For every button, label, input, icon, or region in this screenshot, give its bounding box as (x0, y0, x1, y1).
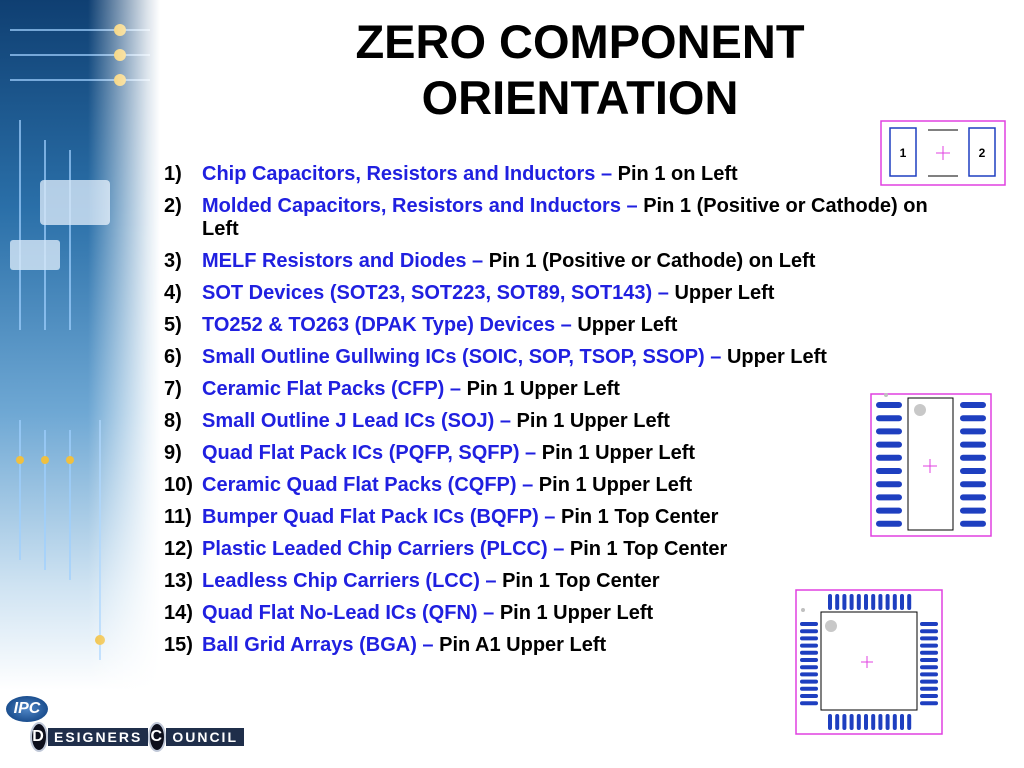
pin-orientation: Pin 1 on Left (617, 163, 738, 185)
component-type: Leadless Chip Carriers (LCC) – (202, 570, 497, 592)
soic-footprint-diagram (868, 390, 994, 540)
list-item (164, 282, 944, 305)
qfn-pad-top (871, 594, 875, 610)
item-number: 4) (164, 282, 182, 304)
qfn-pad-bottom (828, 714, 832, 730)
item-number: 3) (164, 250, 182, 272)
component-type: MELF Resistors and Diodes – (202, 250, 484, 272)
soic-pad-right (960, 455, 986, 461)
soic-pad-left (876, 402, 902, 408)
qfn-pad-top (850, 594, 854, 610)
dc-logo-c-circle: C (148, 722, 166, 752)
qfn-pad-left (800, 644, 818, 648)
soic-pin1-marker (914, 404, 926, 416)
qfn-pad-bottom (835, 714, 839, 730)
circuit-board-sidebar-image (0, 0, 160, 690)
pin-orientation: Upper Left (674, 282, 775, 304)
component-type: Small Outline Gullwing ICs (SOIC, SOP, TSOP, SSOP) – (202, 346, 722, 368)
pin-orientation: Pin 1 Upper Left (466, 378, 620, 400)
qfn-pad-bottom (842, 714, 846, 730)
qfn-pad-top (842, 594, 846, 610)
item-number: 8) (164, 410, 182, 432)
list-item (164, 163, 944, 186)
pin-orientation: Pin 1 Top Center (560, 506, 719, 528)
qfn-pad-right (920, 665, 938, 669)
qfn-pad-right (920, 622, 938, 626)
item-number: 12) (164, 538, 193, 560)
soic-pad-right (960, 415, 986, 421)
list-item (164, 410, 944, 433)
qfn-pad-left (800, 622, 818, 626)
soic-pad-left (876, 468, 902, 474)
pin-orientation: Pin 1 Top Center (569, 538, 728, 560)
qfn-origin-dot (801, 608, 805, 612)
item-number: 15) (164, 634, 193, 656)
item-number: 5) (164, 314, 182, 336)
item-number: 9) (164, 442, 182, 464)
qfn-pad-bottom (878, 714, 882, 730)
item-number: 7) (164, 378, 182, 400)
pin-orientation: Upper Left (577, 314, 678, 336)
qfn-pad-left (800, 694, 818, 698)
qfn-pad-left (800, 687, 818, 691)
qfn-pad-right (920, 644, 938, 648)
pin-orientation: Pin 1 (Positive or Cathode) on Left (488, 250, 816, 272)
component-type: Quad Flat Pack ICs (PQFP, SQFP) – (202, 442, 537, 464)
soic-pad-right (960, 402, 986, 408)
chip-pad-2-label: 2 (978, 146, 986, 160)
qfn-pad-left (800, 665, 818, 669)
list-item (164, 474, 944, 497)
qfn-footprint-diagram (793, 588, 945, 736)
sidebar-fade-overlay (0, 0, 160, 690)
soic-pad-left (876, 494, 902, 500)
title-line-2: ORIENTATION (421, 71, 739, 124)
qfn-pad-bottom (871, 714, 875, 730)
component-type: Ceramic Flat Packs (CFP) – (202, 378, 461, 400)
item-number: 13) (164, 570, 193, 592)
component-type: Bumper Quad Flat Pack ICs (BQFP) – (202, 506, 556, 528)
qfn-pad-bottom (907, 714, 911, 730)
qfn-pad-right (920, 701, 938, 705)
slide-title (300, 14, 860, 126)
pin-orientation: Pin 1 Upper Left (516, 410, 670, 432)
qfn-pad-left (800, 701, 818, 705)
component-type: Plastic Leaded Chip Carriers (PLCC) – (202, 538, 565, 560)
list-item (164, 250, 944, 273)
qfn-pad-bottom (893, 714, 897, 730)
qfn-pad-left (800, 672, 818, 676)
qfn-pad-top (864, 594, 868, 610)
soic-pad-right (960, 442, 986, 448)
pin-orientation: Pin 1 Upper Left (499, 602, 654, 624)
soic-pad-left (876, 508, 902, 514)
item-number: 6) (164, 346, 182, 368)
component-type: Quad Flat No-Lead ICs (QFN) – (202, 602, 495, 624)
item-number: 14) (164, 602, 193, 624)
soic-pad-right (960, 521, 986, 527)
soic-pad-left (876, 481, 902, 487)
dc-logo-text-2: OUNCIL (166, 728, 244, 746)
pin-orientation: Pin A1 Upper Left (439, 634, 607, 656)
qfn-pad-right (920, 672, 938, 676)
qfn-pad-top (900, 594, 904, 610)
component-type: Molded Capacitors, Resistors and Inductors – (202, 195, 638, 217)
soic-pad-left (876, 521, 902, 527)
list-item (164, 442, 944, 465)
pin-orientation: Upper Left (726, 346, 827, 368)
list-item (164, 378, 944, 401)
qfn-pad-right (920, 687, 938, 691)
qfn-pad-left (800, 680, 818, 684)
ipc-logo: IPC (6, 696, 48, 722)
list-item (164, 506, 944, 529)
soic-origin-dot (884, 393, 888, 397)
qfn-pad-top (857, 594, 861, 610)
qfn-pad-right (920, 651, 938, 655)
soic-pad-right (960, 428, 986, 434)
component-type: Ceramic Quad Flat Packs (CQFP) – (202, 474, 534, 496)
list-item (164, 314, 944, 337)
qfn-pad-top (835, 594, 839, 610)
list-item (164, 195, 944, 241)
item-number: 10) (164, 474, 193, 496)
qfn-pin1-marker (825, 620, 837, 632)
pin-orientation: Pin 1 (Positive or Cathode) on Left (202, 195, 928, 240)
soic-pad-right (960, 508, 986, 514)
component-type: Ball Grid Arrays (BGA) – (202, 634, 434, 656)
soic-pad-left (876, 428, 902, 434)
soic-pad-right (960, 494, 986, 500)
qfn-pad-right (920, 680, 938, 684)
chip-footprint-diagram (880, 120, 1006, 186)
qfn-pad-bottom (857, 714, 861, 730)
chip-pad-1-label: 1 (899, 146, 907, 160)
component-type: TO252 & TO263 (DPAK Type) Devices – (202, 314, 572, 336)
list-item (164, 346, 944, 369)
dc-logo-text-1: ESIGNERS (48, 728, 148, 746)
pin-orientation: Pin 1 Top Center (502, 570, 660, 592)
pin-orientation: Pin 1 Upper Left (538, 474, 693, 496)
qfn-pad-top (893, 594, 897, 610)
qfn-pad-bottom (886, 714, 890, 730)
component-type: Small Outline J Lead ICs (SOJ) – (202, 410, 511, 432)
qfn-pad-top (886, 594, 890, 610)
qfn-pad-left (800, 636, 818, 640)
soic-pad-right (960, 481, 986, 487)
soic-pad-left (876, 415, 902, 421)
soic-pad-left (876, 455, 902, 461)
qfn-pad-left (800, 658, 818, 662)
qfn-pad-top (878, 594, 882, 610)
component-type: Chip Capacitors, Resistors and Inductors – (202, 163, 613, 185)
qfn-pad-right (920, 629, 938, 633)
qfn-pad-top (907, 594, 911, 610)
pin-orientation: Pin 1 Upper Left (541, 442, 696, 464)
item-number: 11) (164, 506, 192, 528)
qfn-pad-right (920, 694, 938, 698)
qfn-pad-top (828, 594, 832, 610)
soic-pad-left (876, 442, 902, 448)
qfn-pad-bottom (850, 714, 854, 730)
item-number: 1) (164, 163, 182, 185)
qfn-pad-right (920, 658, 938, 662)
qfn-pad-left (800, 629, 818, 633)
qfn-pad-right (920, 636, 938, 640)
title-line-1: ZERO COMPONENT (355, 15, 805, 68)
qfn-pad-left (800, 651, 818, 655)
qfn-pad-bottom (864, 714, 868, 730)
item-number: 2) (164, 195, 182, 217)
soic-pad-right (960, 468, 986, 474)
component-type: SOT Devices (SOT23, SOT223, SOT89, SOT143) – (202, 282, 669, 304)
dc-logo-d-circle: D (30, 722, 48, 752)
qfn-pad-bottom (900, 714, 904, 730)
designers-council-logo (30, 722, 244, 752)
list-item (164, 538, 944, 561)
